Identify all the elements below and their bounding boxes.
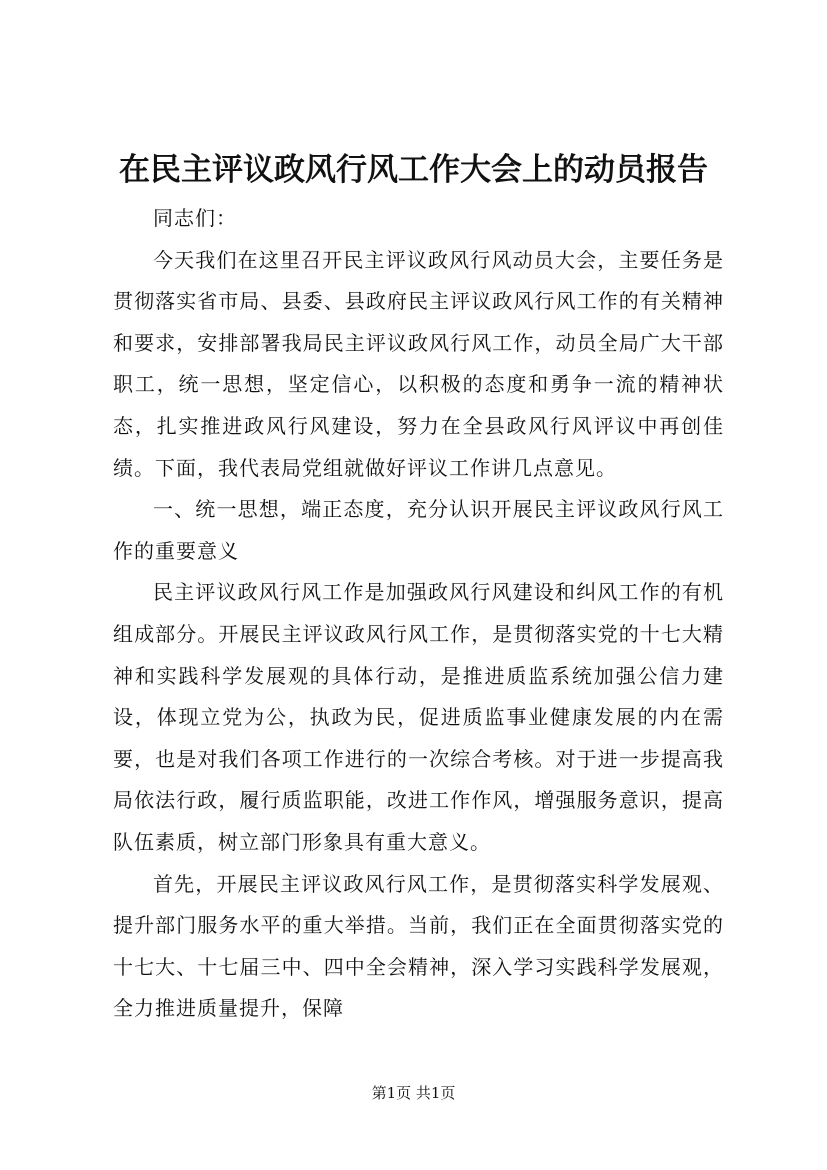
first-point-paragraph: 首先，开展民主评议政风行风工作，是贯彻落实科学发展观、提升部门服务水平的重大举措。当前，我们正在全面贯彻落实党的十七大、十七届三中、四中全会精神，深入学习实践科学发展观，全力推进质量提升，保障 [113, 871, 724, 1021]
intro-paragraph: 今天我们在这里召开民主评议政风行风动员大会，主要任务是贯彻落实省市局、县委、县政府民主评议政风行风工作的有关精神和要求，安排部署我局民主评议政风行风工作，动员全局广大干部职工，统一思想，坚定信心，以积极的态度和勇争一流的精神状态，扎实推进政风行风建设，努力在全县政风行风评议中再创佳绩。下面，我代表局党组就做好评议工作讲几点意见。 [113, 247, 724, 480]
greeting-paragraph: 同志们： [153, 206, 237, 230]
page-number-label: 第1页 共1页 [371, 1084, 456, 1102]
document-body [113, 198, 724, 1030]
document-title: 在民主评议政风行风工作大会上的动员报告 [119, 152, 708, 188]
significance-paragraph: 民主评议政风行风工作是加强政风行风建设和纠风工作的有机组成部分。开展民主评议政风行风工作，是贯彻落实党的十七大精神和实践科学发展观的具体行动，是推进质监系统加强公信力建设，体现立党为公，执政为民，促进质监事业健康发展的内在需要，也是对我们各项工作进行的一次综合考核。对于进一步提高我局依法行政，履行质监职能，改进工作作风，增强服务意识，提高队伍素质，树立部门形象具有重大意义。 [113, 580, 724, 854]
page-footer [0, 1083, 827, 1103]
section-heading: 一、统一思想，端正态度，充分认识开展民主评议政风行风工作的重要意义 [113, 497, 724, 563]
